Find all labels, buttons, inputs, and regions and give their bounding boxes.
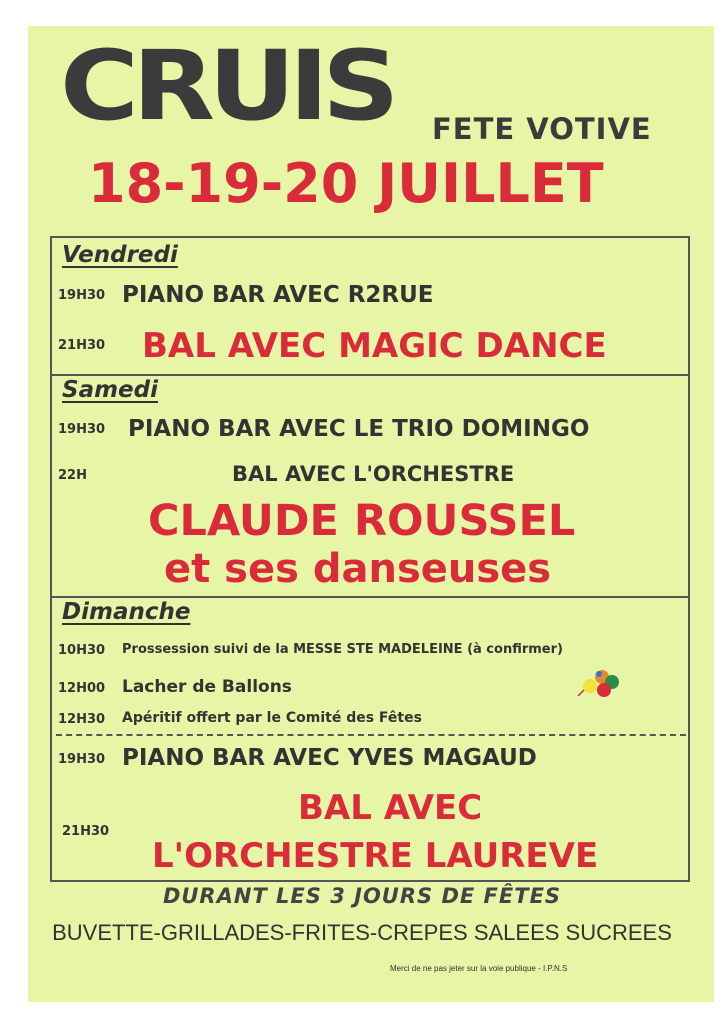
event-time: 12H30 [58,712,106,727]
event-label: Apéritif offert par le Comité des Fêtes [122,710,422,726]
event-time: 22H [58,468,87,483]
divider-saturday-sunday [50,596,690,598]
day-heading-sunday: Dimanche [62,599,191,625]
event-label: BAL AVEC [298,788,483,828]
event-label: PIANO BAR AVEC YVES MAGAUD [122,745,537,771]
event-label: BAL AVEC MAGIC DANCE [142,326,607,366]
day-heading-friday: Vendredi [62,242,178,268]
event-time: 12H00 [58,681,106,696]
orchestra-subtitle: et ses danseuses [164,546,552,592]
event-label: BAL AVEC L'ORCHESTRE [232,462,515,486]
event-label: PIANO BAR AVEC LE TRIO DOMINGO [128,416,590,442]
event-time: 21H30 [62,824,110,839]
page-title: CRUIS [60,30,393,142]
event-label: Lacher de Ballons [122,677,292,697]
divider-sunday-dashed [56,734,686,736]
divider-friday-saturday [50,374,690,376]
orchestra-name: L'ORCHESTRE LAUREVE [152,836,599,876]
event-time: 19H30 [58,422,106,437]
event-time: 10H30 [58,643,106,658]
footer-heading: DURANT LES 3 JOURS DE FÊTES [162,884,562,908]
event-time: 21H30 [58,338,106,353]
event-time: 19H30 [58,752,106,767]
orchestra-name: CLAUDE ROUSSEL [148,496,576,546]
event-label: PIANO BAR AVEC R2RUE [122,282,434,308]
footer-notice: Merci de ne pas jeter sur la voie publique - I.P.N.S [390,964,568,973]
page-subtitle: FETE VOTIVE [432,112,652,146]
event-dates: 18-19-20 JUILLET [88,152,604,215]
event-label: Prossession suivi de la MESSE STE MADELEINE (à confirmer) [122,642,563,657]
event-time: 19H30 [58,288,106,303]
footer-offer: BUVETTE-GRILLADES-FRITES-CREPES SALEES SUCREES [52,920,672,945]
balloons-icon [574,666,624,706]
day-heading-saturday: Samedi [62,377,158,403]
